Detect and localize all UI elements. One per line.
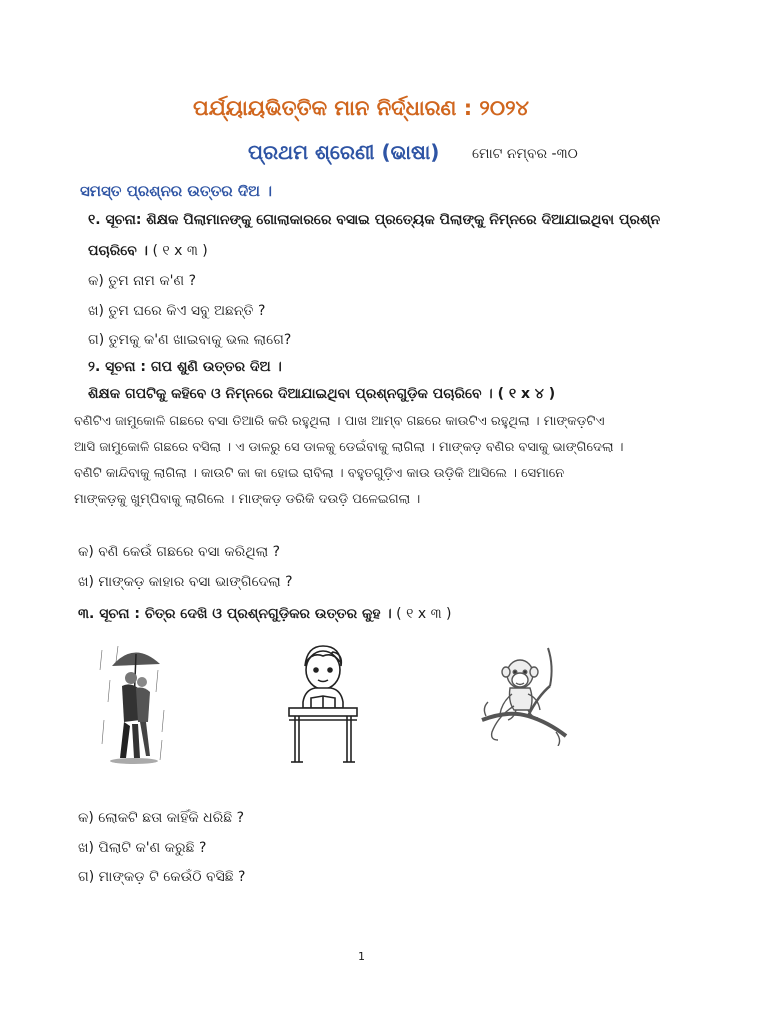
section3-heading: ୩. ସୂଚନା : ଚିତ୍ର ଦେଖି ଓ ପ୍ରଶ୍ନଗୁଡ଼ିକର ଉତ୍ତର କୁହ । xyxy=(78,606,392,622)
story-line-2: ଆସି ଜାମୁକୋଳି ଗଛରେ ବସିଲା । ଏ ଡାଳରୁ ସେ ଡାଳକୁ ଡେଇଁବାକୁ ଲାଗିଲା । ମାଙ୍କଡ଼ ବଣିର ବସାକୁ ଭାଙ୍ଗିଦେଲା । xyxy=(74,440,624,455)
section1-marks: ( ୧ x ୩ ) xyxy=(152,243,208,259)
story-line-4: ମାଙ୍କଡ଼କୁ ଖୁମ୍ପିବାକୁ ଲାଗିଲେ । ମାଙ୍କଡ଼ ଡରିକି ଦଉଡ଼ି ପଳେଇଗଲା । xyxy=(74,492,421,507)
section2-instruction: ଶିକ୍ଷକ ଗପଟିକୁ କହିବେ ଓ ନିମ୍ନରେ ଦିଆଯାଇଥିବା ପ୍ରଶ୍ନଗୁଡ଼ିକ ପଚାରିବେ । ( ୧ x ୪ ) xyxy=(88,386,556,402)
section3-question-3: ଗ) ମାଙ୍କଡ଼ ଟି କେଉଁଠି ବସିଛି ? xyxy=(78,869,246,885)
general-instruction: ସମସ୍ତ ପ୍ରଶ୍ନର ଉତ୍ତର ଦିଅ । xyxy=(80,182,272,200)
monkey-on-branch-image xyxy=(478,636,568,746)
total-marks: ମୋଟ ନମ୍ବର -୩୦ xyxy=(472,146,578,162)
section1-instruction-line2 xyxy=(88,243,208,259)
class-subtitle: ପ୍ରଥମ ଶ୍ରେଣୀ (ଭାଷା) xyxy=(248,140,440,164)
section1-instruction-line1: ୧. ସୂଚନା: ଶିକ୍ଷକ ପିଲାମାନଙ୍କୁ ଗୋଲାକାରରେ ବସାଇ ପ୍ରତ୍ୟେକ ପିଲାଙ୍କୁ ନିମ୍ନରେ ଦିଆଯାଇଥିବା ପ୍ରଶ୍ନ xyxy=(88,212,661,228)
page-number: 1 xyxy=(358,950,365,963)
story-line-3: ବଣିଟି କାନ୍ଦିବାକୁ ଲାଗିଲା । କାଉଟି କା କା ହୋଇ ରାବିଲା । ବହୁତଗୁଡ଼ିଏ କାଉ ଉଡ଼ିକି ଆସିଲେ । ସେମାନେ xyxy=(74,466,565,481)
section3-marks: ( ୧ x ୩ ) xyxy=(396,606,452,622)
section3-question-1: କ) ଲୋକଟି ଛତା କାହିଁକି ଧରିଛି ? xyxy=(78,810,245,826)
section3-heading-line xyxy=(78,606,451,622)
section2-question-1: କ) ବଣି କେଉଁ ଗଛରେ ବସା କରିଥିଲା ? xyxy=(78,544,281,560)
section1-question-2: ଖ) ତୁମ ଘରେ କିଏ ସବୁ ଅଛନ୍ତି ? xyxy=(88,303,266,319)
page-title: ପର୍ଯ୍ୟାୟଭିତ୍ତିକ ମାନ ନିର୍ଦ୍ଧାରଣ : ୨୦୨୪ xyxy=(193,96,530,120)
section1-question-3: ଗ) ତୁମକୁ କ'ଣ ଖାଇବାକୁ ଭଲ ଲାଗେ? xyxy=(88,332,292,348)
story-paragraph xyxy=(74,409,674,513)
section2-question-2: ଖ) ମାଙ୍କଡ଼ କାହାର ବସା ଭାଙ୍ଗିଦେଲା ? xyxy=(78,574,293,590)
section1-question-1: କ) ତୁମ ନାମ କ'ଣ ? xyxy=(88,273,196,289)
section1-instruction-cont: ପଚାରିବେ । xyxy=(88,243,148,259)
story-line-1: ବଣିଟିଏ ଜାମୁକୋଳି ଗଛରେ ବସା ତିଆରି କରି ରହୁଥିଲା । ପାଖ ଆମ୍ବ ଗଛରେ କାଉଟିଏ ରହୁଥିଲା । ମାଙ୍କଡ଼ଟିଏ xyxy=(74,414,605,429)
child-reading-image xyxy=(283,640,363,766)
man-with-umbrella-image xyxy=(98,640,170,766)
section2-heading: ୨. ସୂଚନା : ଗପ ଶୁଣି ଉତ୍ତର ଦିଅ । xyxy=(88,359,282,375)
section3-question-2: ଖ) ପିଲାଟି କ'ଣ କରୁଛି ? xyxy=(78,840,207,856)
